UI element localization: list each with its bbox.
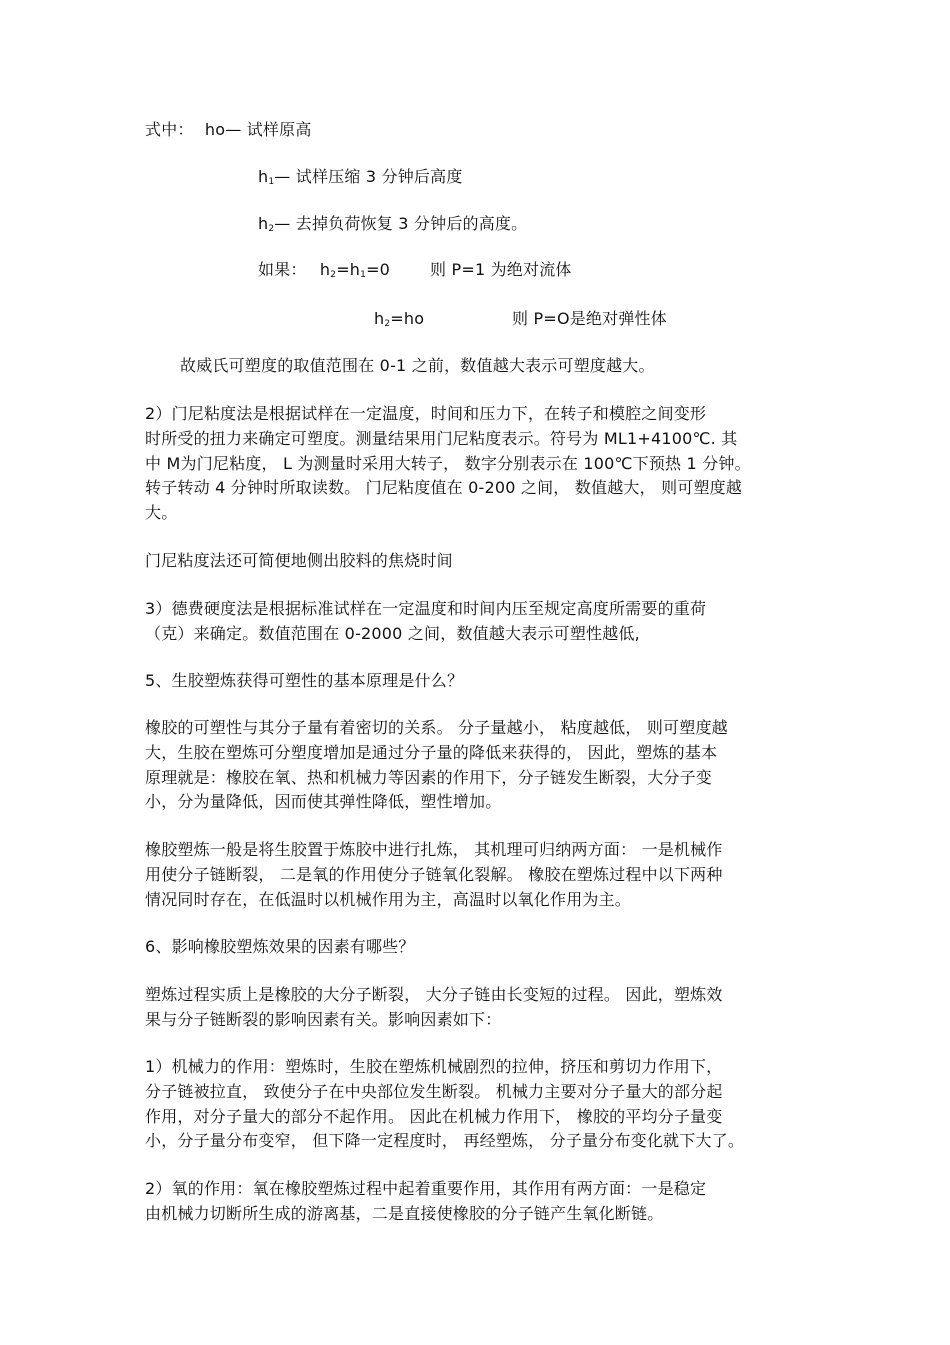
paragraph-scorch-time	[145, 549, 810, 574]
paragraph-defo-method	[145, 597, 810, 647]
text-line: 小，分子量分布变窄， 但下降一定程度时， 再经塑炼， 分子量分布变化就下大了。	[145, 1131, 745, 1151]
text-line: 转子转动 4 分钟时所取读数。 门尼粘度值在 0-200 之间， 数值越大， 则可塑度越	[145, 478, 743, 498]
formula-h0-line	[145, 118, 312, 142]
paragraph-mechanical-force	[145, 1055, 810, 1154]
condition-1-expr: $h_2=h_1=0$	[319, 260, 391, 280]
h2-symbol: h	[258, 214, 269, 233]
formula-intro: 式中：	[145, 120, 194, 139]
h2-description: — 去掉负荷恢复 3 分钟后的高度。	[274, 214, 528, 233]
text-line: 2）门尼粘度法是根据试样在一定温度，时间和压力下，在转子和模腔之间变形	[145, 404, 707, 423]
text-line: 橡胶的可塑性与其分子量有着密切的关系。 分子量越小， 粘度越低， 则可塑度越	[145, 718, 728, 737]
text-line: 6、影响橡胶塑炼效果的因素有哪些？	[145, 937, 415, 956]
formula-condition-1	[258, 258, 390, 282]
text-line: 1）机械力的作用：塑炼时，生胶在塑炼机械剧烈的拉伸，挤压和剪切力作用下，	[145, 1057, 723, 1076]
paragraph-mastication-mechanism	[145, 838, 810, 912]
formula-h1-line	[258, 165, 463, 189]
text-line: 用使分子链断裂， 二是氧的作用使分子链氧化裂解。 橡胶在塑炼过程中以下两种	[145, 864, 723, 884]
h2-subscript: 2	[268, 224, 275, 234]
h1-subscript: 1	[268, 177, 275, 187]
text-line: 塑炼过程实质上是橡胶的大分子断裂， 大分子链由长变短的过程。 因此，塑炼效	[145, 985, 723, 1004]
text-line: 大，生胶在塑炼可分塑度增加是通过分子量的降低来获得的， 因此，塑炼的基本	[145, 742, 718, 762]
formula-h2-line	[258, 212, 527, 236]
formula-h0-def: ho— 试样原高	[204, 120, 312, 139]
paragraph-chain-scission	[145, 983, 810, 1033]
text-line: 5、生胶塑炼获得可塑性的基本原理是什么？	[145, 671, 464, 690]
text-line: 原理就是：橡胶在氧、热和机械力等因素的作用下，分子链发生断裂，大分子变	[145, 767, 713, 787]
text-line: 作用，对分子量大的部分不起作用。 因此在机械力作用下， 橡胶的平均分子量变	[145, 1106, 723, 1126]
text-line: 大。	[145, 503, 178, 523]
text-line: 果与分子链断裂的影响因素有关。影响因素如下：	[145, 1009, 502, 1029]
text-line: 分子链被拉直， 致使分子在中央部位发生断裂。 机械力主要对分子量大的部分起	[145, 1081, 723, 1101]
heading-question-5	[145, 669, 810, 694]
text-line: 情况同时存在，在低温时以机械作用为主，高温时以氧化作用为主。	[145, 889, 632, 909]
text-line: 橡胶塑炼一般是将生胶置于炼胶中进行扎炼， 其机理可归纳两方面： 一是机械作	[145, 840, 723, 859]
plasticity-range-note: 故威氏可塑度的取值范围在 0-1 之前，数值越大表示可塑度越大。	[180, 356, 655, 375]
if-prefix: 如果：	[258, 260, 307, 279]
h1-symbol: h	[258, 167, 269, 186]
condition-1-result: 则 P=1 为绝对流体	[430, 260, 572, 279]
paragraph-mooney-method	[145, 402, 810, 526]
text-line: 3）德费硬度法是根据标准试样在一定温度和时间内压至规定高度所需要的重荷	[145, 599, 707, 618]
paragraph-oxygen-effect	[145, 1177, 810, 1227]
text-line: （克）来确定。数值范围在 0-2000 之间，数值越大表示可塑性越低,	[145, 623, 640, 643]
text-line: 由机械力切断所生成的游离基，二是直接使橡胶的分子链产生氧化断链。	[145, 1203, 664, 1223]
paragraph-plasticity-principle	[145, 716, 810, 815]
heading-question-6	[145, 935, 810, 960]
text-line: 中 M为门尼粘度， L 为测量时采用大转子， 数字分别表示在 100℃下预热 1 分钟。	[145, 453, 751, 473]
text-line: 时所受的扭力来确定可塑度。测量结果用门尼粘度表示。符号为 ML1+4100℃. 其	[145, 428, 738, 448]
text-line: 小，分为量降低，因而使其弹性降低，塑性增加。	[145, 792, 502, 812]
h1-description: — 试样压缩 3 分钟后高度	[274, 167, 463, 186]
formula-condition-2: $h_2=ho$	[374, 309, 425, 329]
text-line: 2）氧的作用：氧在橡胶塑炼过程中起着重要作用，其作用有两方面：一是稳定	[145, 1179, 707, 1198]
text-line: 门尼粘度法还可简便地侧出胶料的焦烧时间	[145, 551, 453, 570]
condition-2-result: 则 P=O是绝对弹性体	[512, 309, 667, 328]
